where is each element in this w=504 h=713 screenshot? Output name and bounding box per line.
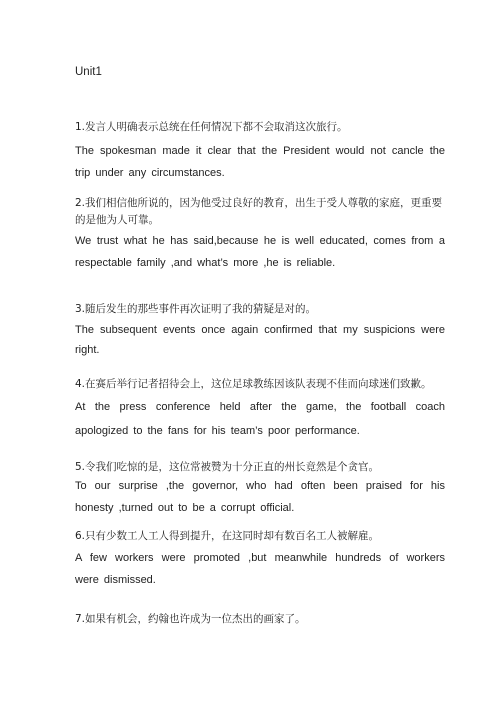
chinese-sentence: 5.令我们吃惊的是，这位常被赞为十分正直的州长竟然是个贪官。 xyxy=(75,461,380,473)
sentence-item-6 xyxy=(75,529,445,591)
chinese-sentence: 2.我们相信他所说的，因为他受过良好的教育，出生于受人尊敬的家庭，更重要 xyxy=(75,197,443,209)
chinese-sentence: 6.只有少数工人工人得到提升，在这同时却有数百名工人被解雇。 xyxy=(75,530,380,542)
english-translation: The subsequent events once again confirmed that my suspicions were right. xyxy=(75,324,445,356)
sentence-item-4 xyxy=(75,377,445,443)
english-translation: A few workers were promoted ,but meanwhile hundreds of workers were dismissed. xyxy=(75,552,445,586)
sentence-item-5 xyxy=(75,460,445,519)
chinese-sentence-continued: 的是他为人可靠。 xyxy=(75,214,159,226)
english-translation: To our surprise ,the governor, who had often been praised for his honesty ,turned out to be a corrupt official. xyxy=(75,480,445,514)
sentence-item-3 xyxy=(75,302,445,360)
chinese-sentence: 7.如果有机会，约翰也许成为一位杰出的画家了。 xyxy=(75,613,306,625)
sentence-item-2 xyxy=(75,196,445,274)
chinese-sentence: 4.在赛后举行记者招待会上，这位足球教练因该队表现不佳而向球迷们致歉。 xyxy=(75,378,432,390)
sentence-item-7 xyxy=(75,612,445,626)
english-translation: The spokesman made it clear that the President would not cancle the trip under any circumstances. xyxy=(75,145,445,179)
chinese-sentence: 3.随后发生的那些事件再次证明了我的猜疑是对的。 xyxy=(75,303,317,315)
chinese-sentence: 1.发言人明确表示总统在任何情况下都不会取消这次旅行。 xyxy=(75,121,348,133)
unit-title: Unit1 xyxy=(75,66,102,78)
sentence-item-1 xyxy=(75,120,445,184)
english-translation: At the press conference held after the game, the football coach apologized to the fans for his team’s poor performance. xyxy=(75,401,445,437)
english-translation: We trust what he has said,because he is well educated, comes from a respectable family ,and what’s more ,he is reliable. xyxy=(75,235,445,269)
